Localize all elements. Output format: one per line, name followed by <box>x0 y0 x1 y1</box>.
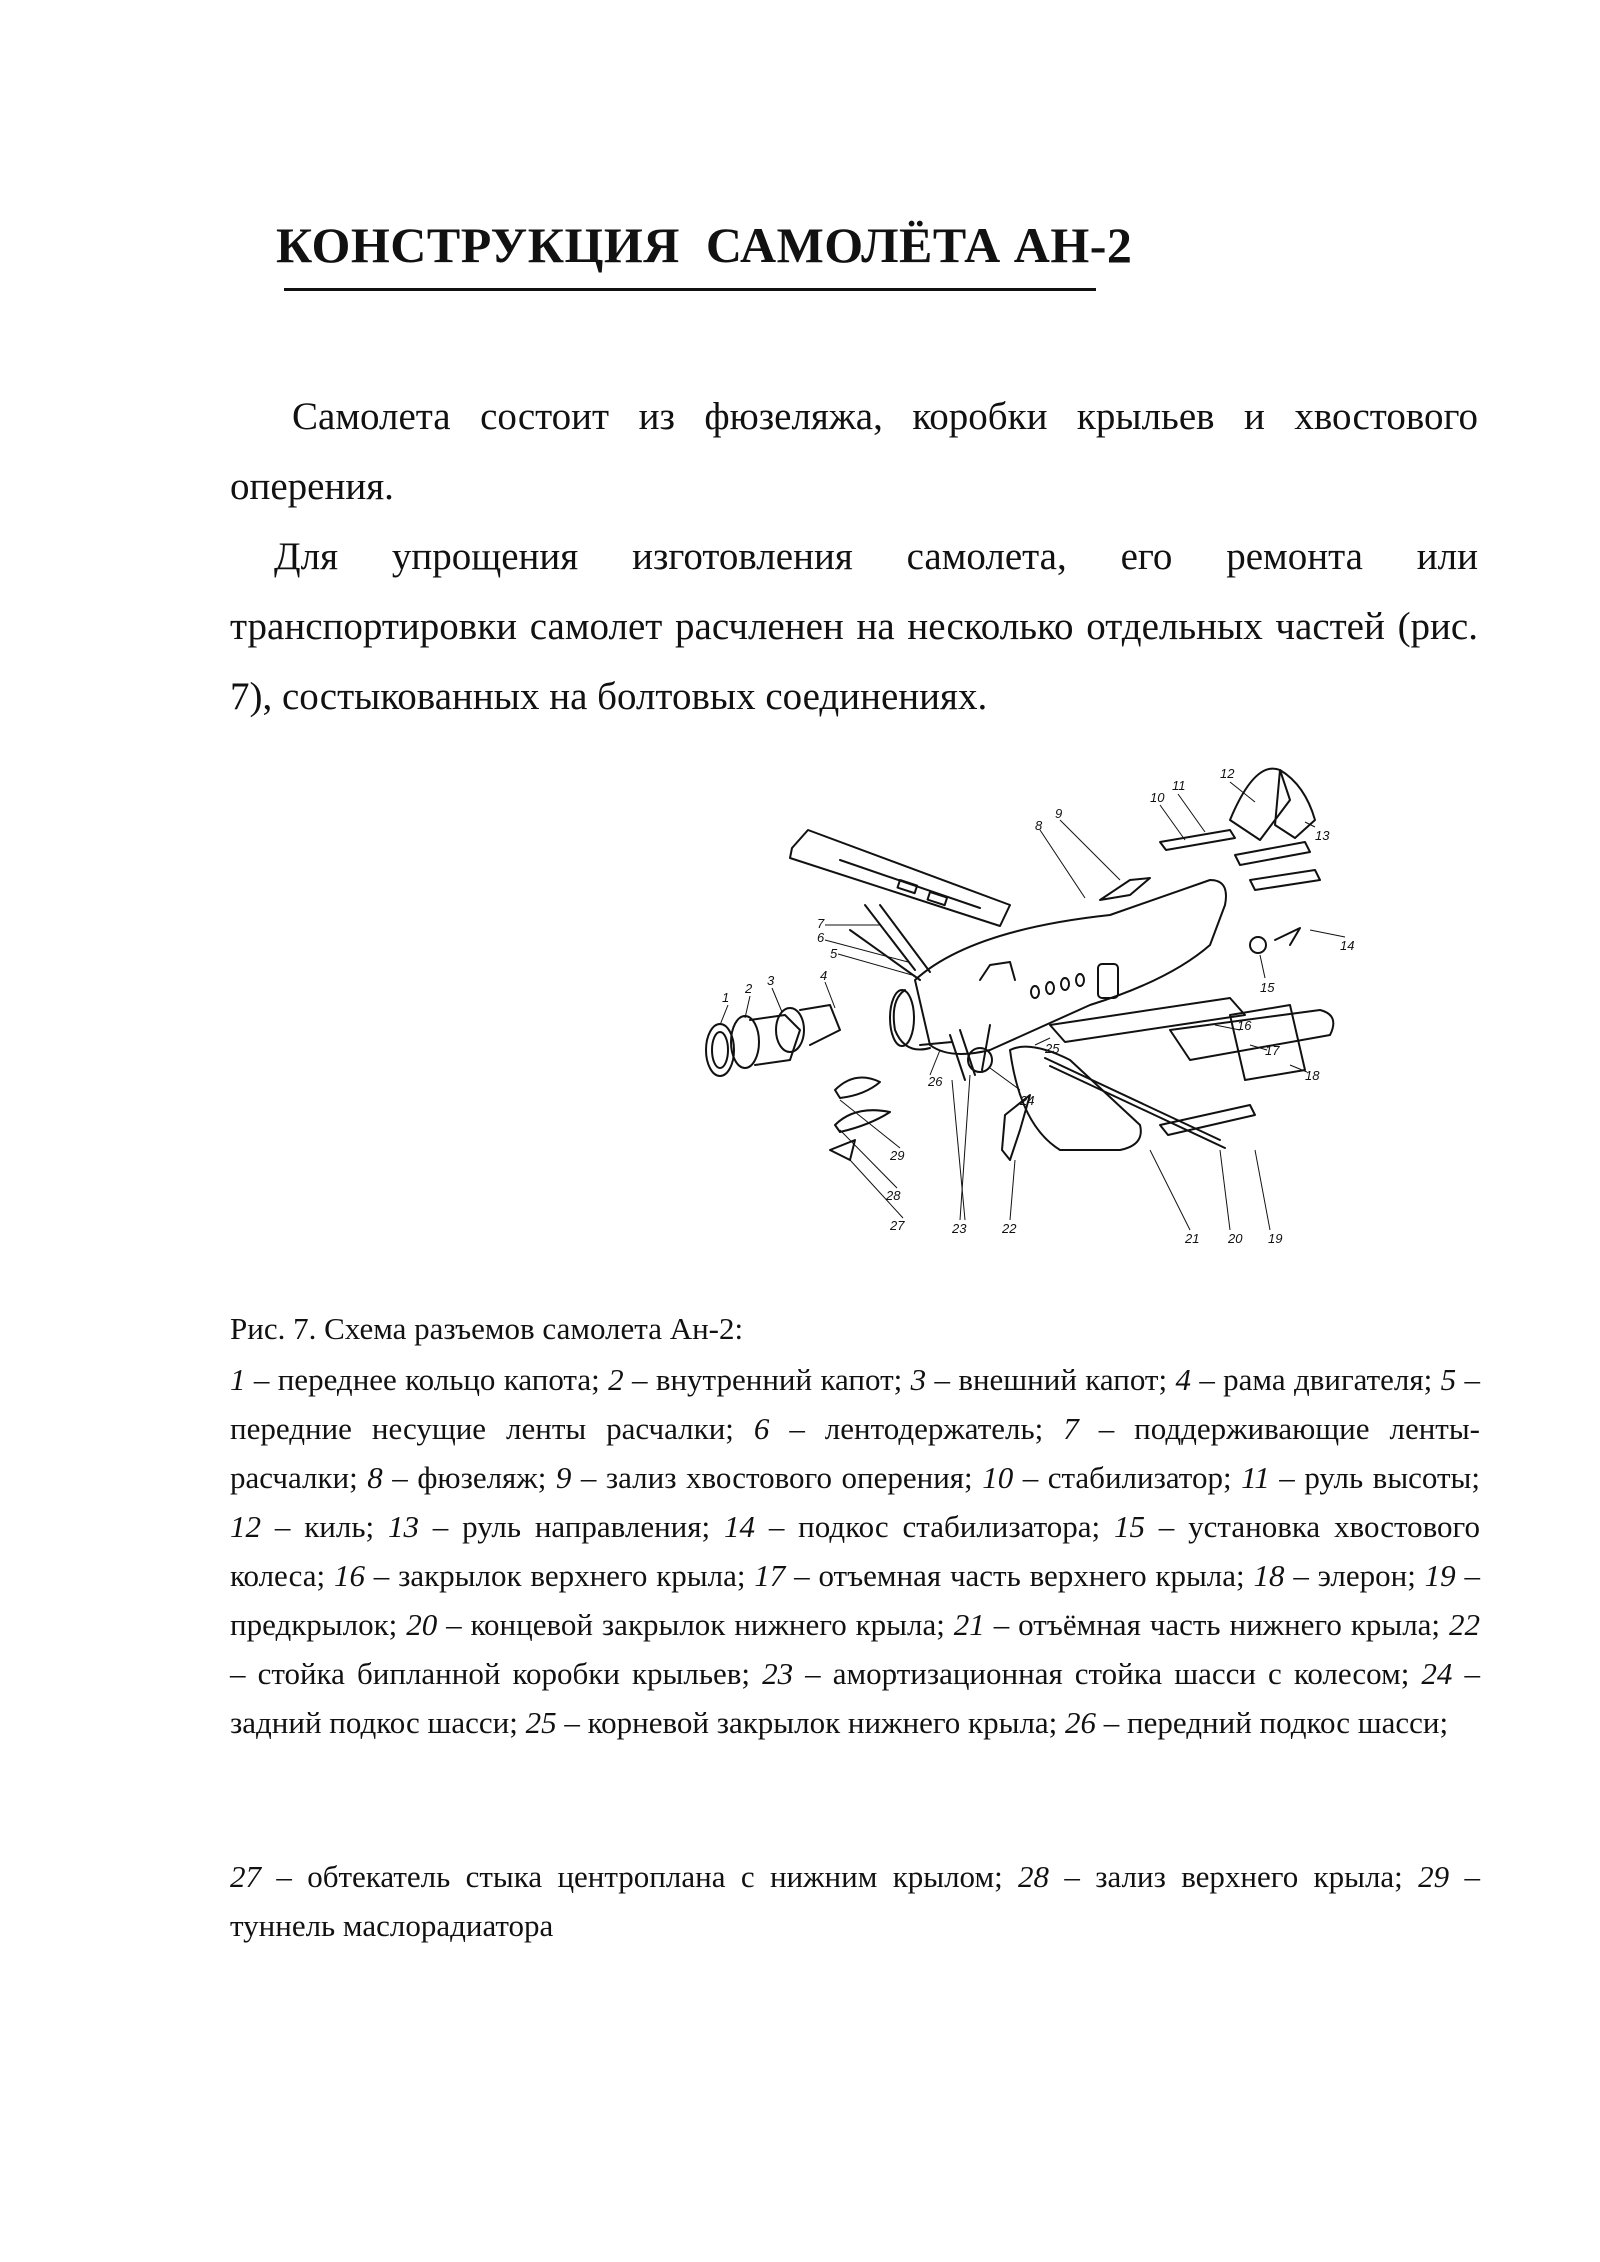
figure-legend <box>230 1355 1480 1747</box>
legend-item-text: – зализ хвостового оперения; <box>571 1460 983 1495</box>
legend-item-number: 12 <box>230 1509 261 1544</box>
callout-12: 12 <box>1220 766 1235 781</box>
legend-item-text: – обтекатель стыка центроплана с нижним крылом; <box>261 1859 1019 1894</box>
legend-item-number: 24 <box>1421 1656 1453 1691</box>
callout-4: 4 <box>820 968 828 983</box>
callout-10: 10 <box>1150 790 1165 805</box>
callout-7: 7 <box>817 916 825 931</box>
legend-item-text: – установка хвостового колеса; <box>230 1509 1480 1593</box>
legend-item-text: – амортизационная стойка шасси с колесом; <box>793 1656 1422 1691</box>
callout-2: 2 <box>745 981 753 996</box>
callout-11: 11 <box>1172 778 1186 793</box>
callout-20: 20 <box>1228 1231 1243 1246</box>
legend-item-text: – передний подкос шасси; <box>1096 1705 1449 1740</box>
callout-29: 29 <box>890 1148 905 1163</box>
figure-caption: Рис. 7. Схема разъемов самолета Ан-2: <box>230 1311 744 1346</box>
legend-item-number: 20 <box>406 1607 438 1642</box>
legend-item-text: – отъёмная часть нижнего крыла; <box>984 1607 1449 1642</box>
callout-28: 28 <box>886 1188 901 1203</box>
callout-1: 1 <box>722 990 730 1005</box>
legend-item-number: 29 <box>1418 1859 1450 1894</box>
legend-item-text: – внешний капот; <box>926 1362 1176 1397</box>
figure-legend-continued <box>230 1852 1480 1950</box>
legend-item-text: – элерон; <box>1284 1558 1425 1593</box>
legend-item-text: – стойка бипланной коробки крыльев; <box>230 1656 763 1691</box>
legend-item-text: – корневой закрылок нижнего крыла; <box>556 1705 1066 1740</box>
legend-item-text: – рама двигателя; <box>1190 1362 1441 1397</box>
legend-item-number: 13 <box>387 1509 419 1544</box>
callout-14: 14 <box>1340 938 1355 953</box>
legend-item-number: 5 <box>1440 1362 1457 1397</box>
legend-item-text: – передние несущие ленты расчалки; <box>230 1362 1481 1446</box>
legend-item-number: 27 <box>230 1859 261 1894</box>
legend-item-number: 10 <box>982 1460 1014 1495</box>
callout-27: 27 <box>890 1218 905 1233</box>
intro-paragraph: Самолета состоит из фюзеляжа, коробки крыльев и хвостового оперения. <box>230 395 1478 508</box>
legend-item-text: – поддерживающие ленты-расчалки; <box>230 1411 1480 1495</box>
callout-15: 15 <box>1260 980 1275 995</box>
legend-item-text: – руль направления; <box>418 1509 724 1544</box>
callout-18: 18 <box>1305 1068 1320 1083</box>
callout-8: 8 <box>1035 818 1043 833</box>
callout-5: 5 <box>830 946 838 961</box>
legend-item-text: – отъемная часть верхнего крыла; <box>785 1558 1254 1593</box>
legend-item-text: – закрылок верхнего крыла; <box>364 1558 755 1593</box>
legend-item-text: – зализ верхнего крыла; <box>1049 1859 1419 1894</box>
legend-item-number: 18 <box>1253 1558 1285 1593</box>
legend-item-number: 23 <box>762 1656 794 1691</box>
legend-item-text: – подкос стабилизатора; <box>754 1509 1114 1544</box>
legend-item-number: 14 <box>723 1509 755 1544</box>
legend-item-number: 2 <box>608 1362 624 1397</box>
legend-item-text: – руль высоты; <box>1269 1460 1480 1495</box>
legend-item-number: 7 <box>1063 1411 1079 1446</box>
body-paragraph: Для упрощения изготовления самолета, его ремонта или транспортировки самолет расчленен на несколько отдельных частей (рис. 7), состыкованных на болтовых соединениях. <box>230 535 1478 718</box>
page-title: КОНСТРУКЦИЯ САМОЛЁТА АН-2 <box>276 217 1133 273</box>
callout-25: 25 <box>1045 1041 1060 1056</box>
legend-item-number: 6 <box>753 1411 770 1446</box>
legend-item-text: – задний подкос шасси; <box>230 1656 1480 1740</box>
upper-wing-shape <box>790 830 1010 926</box>
legend-item-number: 9 <box>555 1460 572 1495</box>
legend-item-text: – концевой закрылок нижнего крыла; <box>437 1607 954 1642</box>
legend-item-text: – переднее кольцо капота; <box>245 1362 609 1397</box>
legend-item-text: – стабилизатор; <box>1013 1460 1242 1495</box>
legend-item-number: 1 <box>230 1362 246 1397</box>
legend-item-number: 28 <box>1018 1859 1050 1894</box>
legend-item-number: 21 <box>953 1607 985 1642</box>
callout-9: 9 <box>1055 806 1063 821</box>
callout-19: 19 <box>1268 1231 1283 1246</box>
legend-item-text: – лентодержатель; <box>769 1411 1064 1446</box>
legend-item-text: – фюзеляж; <box>382 1460 556 1495</box>
legend-item-number: 8 <box>367 1460 383 1495</box>
legend-item-text: – туннель маслорадиатора <box>230 1859 1480 1943</box>
callout-16: 16 <box>1237 1018 1252 1033</box>
callout-24: 24 <box>1020 1093 1035 1108</box>
legend-item-number: 11 <box>1241 1460 1270 1495</box>
legend-item-text: – внутренний капот; <box>623 1362 911 1397</box>
legend-item-text: – киль; <box>261 1509 388 1544</box>
legend-item-number: 25 <box>525 1705 557 1740</box>
callout-22: 22 <box>1002 1221 1017 1236</box>
legend-item-number: 3 <box>910 1362 927 1397</box>
callout-3: 3 <box>767 973 775 988</box>
legend-item-number: 16 <box>333 1558 365 1593</box>
legend-item-text: – предкрылок; <box>230 1558 1481 1642</box>
legend-item-number: 19 <box>1424 1558 1456 1593</box>
callout-23: 23 <box>952 1221 967 1236</box>
callout-6: 6 <box>817 930 825 945</box>
title-underline <box>284 288 1096 291</box>
callout-17: 17 <box>1265 1043 1280 1058</box>
legend-item-number: 17 <box>754 1558 786 1593</box>
airplane-exploded-diagram <box>690 730 1370 1260</box>
legend-item-number: 26 <box>1065 1705 1097 1740</box>
legend-item-number: 22 <box>1448 1607 1480 1642</box>
callout-21: 21 <box>1185 1231 1200 1246</box>
legend-item-number: 4 <box>1175 1362 1191 1397</box>
callout-26: 26 <box>928 1074 943 1089</box>
lower-wing-shape <box>1050 998 1245 1042</box>
legend-item-number: 15 <box>1113 1509 1145 1544</box>
callout-13: 13 <box>1315 828 1330 843</box>
